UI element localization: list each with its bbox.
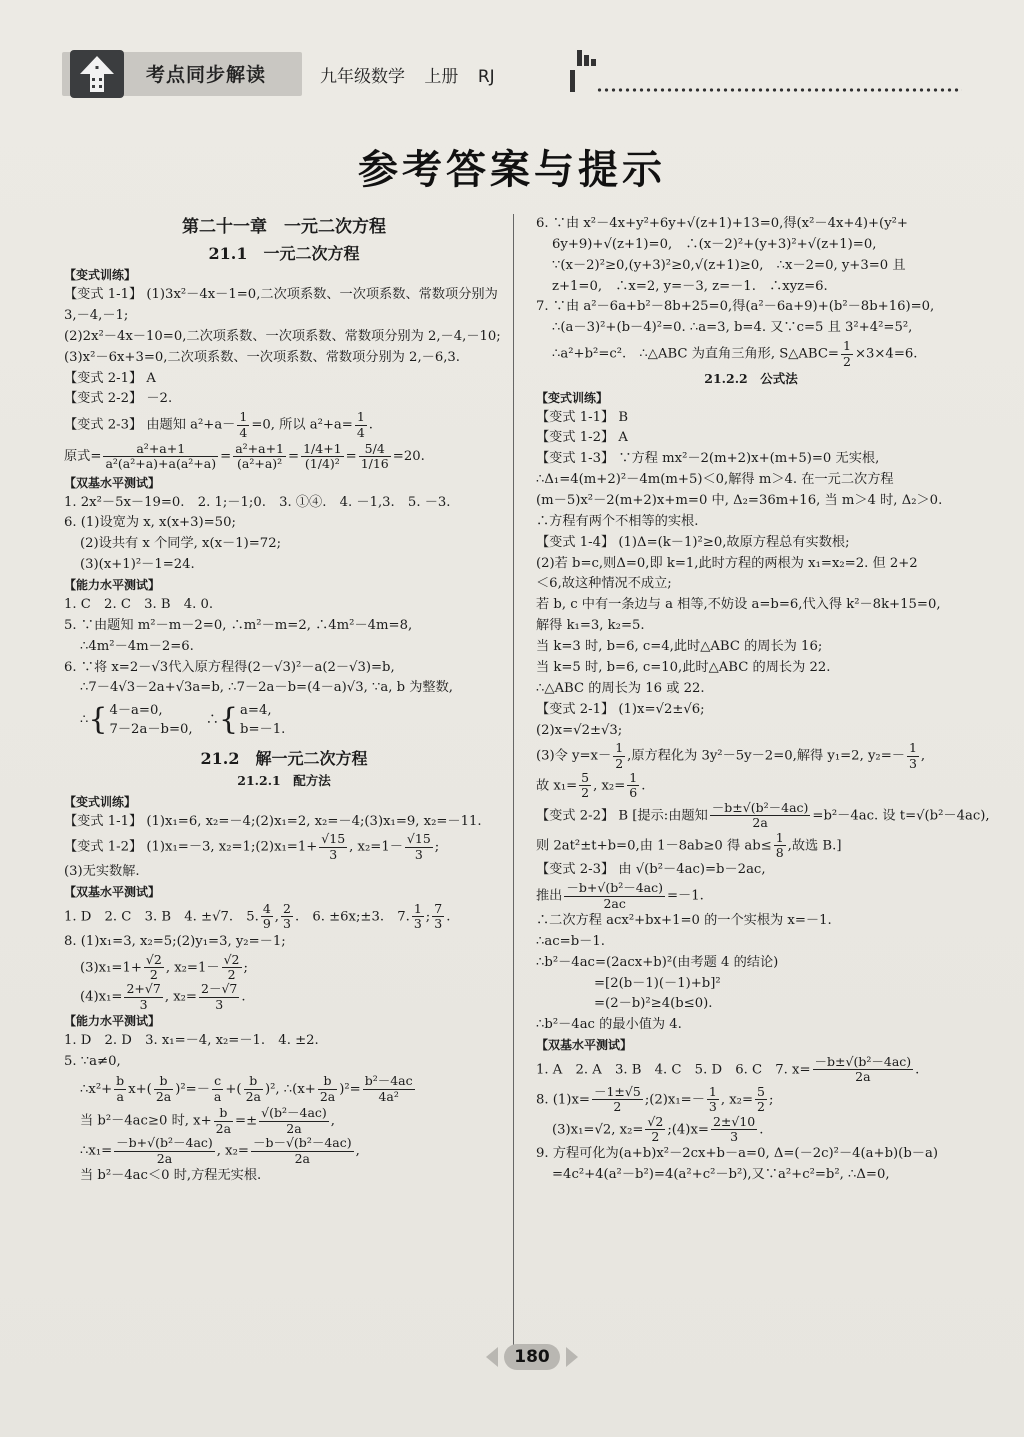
numerator: 1 bbox=[629, 770, 638, 786]
fraction bbox=[144, 953, 164, 983]
answer-line: ∴b²－4ac=(2acx+b)²(由考题 4 的结论) bbox=[536, 954, 779, 970]
numerator: a²+a+1 bbox=[103, 442, 218, 457]
answer-line: ∴△ABC 的周长为 16 或 22. bbox=[536, 680, 705, 696]
fraction bbox=[755, 1085, 767, 1115]
fraction bbox=[711, 1115, 757, 1145]
fraction bbox=[319, 832, 347, 862]
denominator: 4 bbox=[356, 424, 365, 440]
answer-line: ∴(a－3)²+(b－4)²=0. ∴a=3, b=4. 又∵c=5 且 3²+4²=5², bbox=[552, 320, 913, 336]
numerator: b²－4ac bbox=[364, 1073, 413, 1089]
section-heading: 21.1 一元二次方程 bbox=[208, 243, 360, 263]
denominator: 9 bbox=[262, 916, 271, 932]
fraction bbox=[813, 1055, 914, 1085]
denominator: 2 bbox=[227, 966, 236, 982]
text: ;(2)x₁=－ bbox=[644, 1092, 705, 1108]
answer-line: (4)x₁= $\frac{2+√7}{3}$ , x₂= $\frac{2-√7}{3}$ . bbox=[80, 981, 246, 1012]
text: ,原方程化为 3y²－5y－2=0,解得 y₁=2, y₂=－ bbox=[627, 748, 905, 764]
answer-line bbox=[536, 1115, 966, 1145]
text: . bbox=[915, 1062, 920, 1078]
fraction bbox=[841, 339, 853, 369]
denominator: 3 bbox=[908, 755, 917, 771]
fraction bbox=[774, 831, 786, 861]
answer-line: ∴方程有两个不相等的实根. bbox=[536, 513, 699, 529]
numerator: √15 bbox=[406, 831, 431, 847]
fraction bbox=[627, 771, 639, 801]
numerator: 1 bbox=[708, 1083, 717, 1099]
answer-line: ∴4m²－4m－2=6. bbox=[80, 638, 194, 654]
denominator: 4a² bbox=[378, 1088, 399, 1104]
text: =± bbox=[235, 1113, 258, 1129]
denominator: a²(a²+a)+a(a²+a) bbox=[105, 455, 217, 471]
text: , x₂= bbox=[720, 1092, 754, 1108]
numerator: √2 bbox=[223, 951, 240, 967]
block-label: 【双基水平测试】 bbox=[64, 475, 161, 490]
denominator: 3 bbox=[413, 916, 422, 932]
answer-line: 1. C 2. C 3. B 4. 0. bbox=[64, 596, 214, 612]
block-label: 【双基水平测试】 bbox=[64, 885, 161, 899]
answer-line: (2)设共有 x 个同学, x(x－1)=72; bbox=[80, 536, 282, 552]
block-label: 【能力水平测试】 bbox=[64, 1014, 161, 1029]
numerator: 7 bbox=[434, 900, 443, 916]
fraction bbox=[613, 741, 625, 771]
answer-line bbox=[64, 410, 504, 440]
numerator: b bbox=[154, 1074, 173, 1089]
section-heading: 21.2 解一元二次方程 bbox=[200, 748, 368, 768]
denominator: 2a bbox=[155, 1088, 172, 1104]
answer-line: 当 k=5 时, b=6, c=10,此时△ABC 的周长为 22. bbox=[536, 659, 831, 675]
answer-line: 3,－4,－1; bbox=[64, 307, 129, 323]
numerator: b bbox=[116, 1073, 125, 1089]
text: 当 b²－4ac≥0 时, x+ bbox=[80, 1113, 212, 1129]
text: , x₂=1－ bbox=[165, 959, 220, 975]
text: )²=－ bbox=[175, 1081, 210, 1097]
block-label: 【双基水平测试】 bbox=[536, 1038, 633, 1053]
numerator: 5/4 bbox=[359, 442, 391, 457]
fraction bbox=[363, 1074, 415, 1104]
answer-line bbox=[536, 799, 990, 831]
fraction bbox=[301, 442, 344, 472]
equation: b=－1. bbox=[240, 722, 286, 738]
page-number-badge bbox=[482, 1344, 582, 1370]
answer-line: 【变式 2-3】 由 √(b²－4ac)=b－2ac, bbox=[536, 862, 766, 878]
text: ; bbox=[768, 1092, 774, 1108]
text: ∴x₁= bbox=[80, 1143, 113, 1159]
answer-line: 7. ∵由 a²－6a+b²－8b+25=0,得(a²－6a+9)+(b²－8b+16)=0, bbox=[536, 299, 935, 315]
answer-line bbox=[536, 831, 966, 861]
answer-line: ∴x₁= $\frac{\text{－b+√(b²－4ac)}}{2a}$ , x₂= $\frac{\text{－b－√(b²－4ac)}}{2a}$ , bbox=[80, 1135, 360, 1166]
numerator: 1/4+1 bbox=[303, 440, 342, 456]
numerator: －1±√5 bbox=[593, 1083, 641, 1099]
answer-line: 【变式 1-4】 (1)Δ=(k－1)²≥0,故原方程总有实数根; bbox=[536, 534, 850, 550]
numerator: 2－√7 bbox=[201, 981, 238, 997]
answer-line: 【变式 2-2】 －2. bbox=[64, 391, 173, 407]
answer-line: 【变式 2-1】 A bbox=[64, 370, 156, 386]
denominator: 2a bbox=[215, 1120, 232, 1136]
answer-line: (2)2x²－4x－10=0,二次项系数、一次项系数、常数项分别为 2,－4,－10; bbox=[64, 328, 501, 344]
equation: 7－2a－b=0, bbox=[109, 722, 193, 738]
fraction bbox=[199, 982, 239, 1012]
numerator: 1 bbox=[239, 409, 248, 425]
text: x+( bbox=[128, 1081, 152, 1097]
text: ,故选 B.] bbox=[787, 837, 842, 853]
dotted-line bbox=[596, 88, 962, 92]
answer-line: 6. (1)设宽为 x, x(x+3)=50; bbox=[64, 515, 236, 531]
fraction bbox=[233, 442, 286, 472]
answer-line bbox=[536, 881, 966, 911]
block-label: 【变式训练】 bbox=[64, 794, 137, 809]
fraction bbox=[412, 902, 424, 932]
answer-line: =(2－b)²≥4(b≤0). bbox=[594, 996, 713, 1012]
text: 8. (1)x= bbox=[536, 1092, 590, 1108]
denominator: 2 bbox=[842, 353, 851, 369]
answer-line bbox=[536, 1055, 966, 1085]
numerator: √15 bbox=[321, 831, 346, 847]
answer-line: =4c²+4(a²－b²)=4(a²+c²－b²),又∵a²+c²=b², ∴Δ=0, bbox=[552, 1167, 890, 1183]
answer-line: 【变式 1-1】 (1)x₁=6, x₂=－4;(2)x₁=2, x₂=－4;(3)x₁=9, x₂=－11. bbox=[64, 813, 482, 829]
denominator: 3 bbox=[139, 996, 148, 1012]
answer-line: z+1=0, ∴x=2, y=－3, z=－1. ∴xyz=6. bbox=[552, 278, 828, 294]
numerator: √(b²－4ac) bbox=[261, 1105, 327, 1121]
answer-line: 【变式 1-1】 (1)3x²－4x－1=0,二次项系数、一次项系数、常数项分别为 bbox=[64, 287, 498, 303]
page-header bbox=[62, 50, 962, 102]
answer-line bbox=[64, 832, 504, 862]
text: (3)x₁=1+ bbox=[80, 959, 142, 975]
fraction bbox=[251, 1136, 354, 1166]
denominator: 2 bbox=[613, 1099, 622, 1115]
answer-line: (2)若 b=c,则Δ=0,即 k=1,此时方程的两根为 x₁=x₂=2. 但 2+2 bbox=[536, 555, 918, 571]
answer-line: 9. 方程可化为(a+b)x²－2cx+b－a=0, Δ=(－2c)²－4(a+b)(b－a) bbox=[536, 1146, 938, 1162]
answer-line: (3)(x+1)²－1=24. bbox=[80, 557, 195, 573]
numerator: 1 bbox=[356, 409, 365, 425]
fraction bbox=[592, 1085, 643, 1115]
grade-subject: 九年级数学 bbox=[320, 67, 405, 87]
numerator: 2±√10 bbox=[712, 1113, 756, 1129]
answer-line: ∴{ 4－a=0, 7－2a－b=0, ∴{ a=4, b=－1. bbox=[80, 702, 286, 738]
denominator: 3 bbox=[708, 1099, 717, 1115]
denominator: 2 bbox=[581, 785, 590, 801]
text: ∴a²+b²=c². ∴△ABC 为直角三角形, S△ABC= bbox=[552, 346, 839, 362]
denominator: 3 bbox=[414, 846, 423, 862]
answer-line: ∴Δ₁=4(m+2)²－4m(m+5)＜0,解得 m＞4. 在一元二次方程 bbox=[536, 472, 894, 488]
text: =0, 所以 a²+a= bbox=[251, 417, 353, 433]
answer-line: 5. ∵由题知 m²－m－2=0, ∴m²－m=2, ∴4m²－4m=8, bbox=[64, 617, 413, 633]
text: =20. bbox=[392, 448, 425, 464]
equation: a=4, bbox=[240, 703, 272, 719]
denominator: 2a bbox=[294, 1150, 310, 1166]
answer-line: 5. ∵a≠0, bbox=[64, 1053, 121, 1069]
denominator: (1/4)² bbox=[304, 455, 340, 471]
denominator: a bbox=[213, 1088, 222, 1104]
denominator: 2 bbox=[149, 966, 158, 982]
denominator: 2a bbox=[319, 1088, 336, 1104]
text: 1. D 2. C 3. B 4. ±√7. 5. bbox=[64, 909, 259, 925]
answer-line: ∵(x－2)²≥0,(y+3)²≥0,√(z+1)≥0, ∴x－2=0, y+3=0 且 bbox=[552, 257, 906, 273]
denominator: 2a bbox=[245, 1088, 261, 1104]
text: . 6. ±6x;±3. 7. bbox=[294, 909, 410, 925]
numerator: b bbox=[318, 1074, 337, 1089]
text: . bbox=[641, 778, 646, 794]
arrow-up-logo-icon bbox=[70, 50, 124, 98]
subsection-heading: 21.2.1 配方法 bbox=[237, 772, 331, 788]
answer-line: (m－5)x²－2(m+2)x+m=0 中, Δ₂=36m+16, 当 m＞4 时, Δ₂＞0. bbox=[536, 493, 943, 509]
answer-line: 8. (1)x₁=3, x₂=5;(2)y₁=3, y₂=－1; bbox=[64, 933, 286, 949]
denominator: (a²+a)² bbox=[237, 455, 283, 471]
fraction bbox=[259, 1106, 329, 1136]
fraction bbox=[405, 832, 433, 862]
numerator: 5 bbox=[581, 770, 590, 786]
numerator: 4 bbox=[262, 900, 271, 916]
answer-line bbox=[64, 1073, 504, 1107]
numerator: b bbox=[214, 1106, 233, 1121]
volume: 上册 bbox=[424, 67, 459, 87]
fraction bbox=[114, 1074, 126, 1104]
numerator: √2 bbox=[145, 951, 162, 967]
text: . bbox=[368, 417, 373, 433]
text: )², ∴(x+ bbox=[264, 1081, 316, 1097]
text: =－1. bbox=[667, 888, 704, 904]
book-info bbox=[320, 62, 509, 87]
block-label: 【变式训练】 bbox=[536, 390, 609, 405]
answer-line: 【变式 2-1】 (1)x=√2±√6; bbox=[536, 701, 705, 717]
text: 【变式 1-2】 (1)x₁=－3, x₂=1;(2)x₁=1+ bbox=[64, 839, 318, 855]
denominator: 4 bbox=[239, 424, 248, 440]
fraction bbox=[318, 1074, 337, 1104]
denominator: 2a bbox=[156, 1150, 173, 1166]
numerator: 2 bbox=[282, 900, 291, 916]
numerator: －b±√(b²－4ac) bbox=[814, 1054, 912, 1070]
answer-line: 当 k=3 时, b=6, c=4,此时△ABC 的周长为 16; bbox=[536, 639, 823, 655]
right-column bbox=[536, 214, 990, 1186]
denominator: 1/16 bbox=[360, 455, 389, 471]
edition: RJ bbox=[477, 67, 495, 87]
denominator: 3 bbox=[329, 846, 338, 862]
fraction bbox=[707, 1085, 719, 1115]
denominator: 2a bbox=[752, 815, 768, 831]
answer-line: =[2(b－1)(－1)+b]² bbox=[594, 975, 721, 991]
text: 故 x₁= bbox=[536, 778, 578, 794]
numerator: 2+√7 bbox=[126, 981, 161, 997]
fraction bbox=[214, 1106, 233, 1136]
fraction bbox=[359, 442, 391, 472]
answer-line: 6. ∵将 x=2－√3代入原方程得(2－√3)²－a(2－√3)=b, bbox=[64, 659, 395, 675]
denominator: 3 bbox=[730, 1128, 739, 1144]
answer-line: 6. ∵由 x²－4x+y²+6y+√(z+1)+13=0,得(x²－4x+4)+(y²+ bbox=[536, 216, 908, 231]
answer-line: 6y+9)+√(z+1)=0, ∴(x－2)²+(y+3)²+√(z+1)=0, bbox=[552, 236, 877, 252]
chevron-right-icon bbox=[566, 1347, 578, 1367]
numerator: －b－√(b²－4ac) bbox=[252, 1135, 352, 1151]
denominator: a bbox=[116, 1088, 124, 1104]
denominator: 6 bbox=[629, 785, 638, 801]
fraction bbox=[710, 801, 811, 831]
fraction bbox=[124, 982, 162, 1012]
text: , bbox=[920, 748, 926, 764]
text: 【变式 2-2】 B [提示:由题知 bbox=[536, 808, 708, 824]
text: ×3×4=6. bbox=[854, 346, 918, 362]
numerator: 1 bbox=[775, 829, 784, 845]
answer-line: (3)x²－6x+3=0,二次项系数、一次项系数、常数项分别为 2,－6,3. bbox=[64, 349, 460, 365]
numerator: 1 bbox=[413, 900, 422, 916]
denominator: 2 bbox=[651, 1128, 660, 1144]
fraction bbox=[244, 1074, 263, 1104]
equation: 4－a=0, bbox=[109, 703, 163, 719]
numerator: －b+√(b²－4ac) bbox=[116, 1135, 213, 1151]
text: 原式= bbox=[64, 448, 102, 464]
header-decoration bbox=[570, 66, 962, 92]
answer-line: 1. D 2. D 3. x₁=－4, x₂=－1. 4. ±2. bbox=[64, 1033, 319, 1049]
answer-line: (3)无实数解. bbox=[64, 864, 140, 880]
fraction bbox=[154, 1074, 173, 1104]
chapter-heading: 第二十一章 一元二次方程 bbox=[182, 217, 386, 237]
text: (3)令 y=x－ bbox=[536, 748, 612, 764]
fraction bbox=[261, 902, 273, 932]
denominator: 2 bbox=[615, 755, 624, 771]
text: +( bbox=[225, 1081, 242, 1097]
column-divider bbox=[513, 214, 514, 1354]
text: , x₂=1－ bbox=[349, 839, 403, 855]
text: )²= bbox=[339, 1081, 361, 1097]
fraction bbox=[103, 442, 218, 472]
page-title: 参考答案与提示 bbox=[358, 147, 666, 193]
text: (3)x₁=√2, x₂= bbox=[552, 1121, 644, 1137]
answer-line bbox=[536, 1085, 966, 1115]
answer-line bbox=[536, 741, 966, 771]
denominator: 8 bbox=[775, 844, 784, 860]
subsection-heading: 21.2.2 公式法 bbox=[704, 370, 798, 386]
block-label: 【变式训练】 bbox=[64, 268, 137, 283]
fraction bbox=[907, 741, 919, 771]
answer-line: 1. 2x²－5x－19=0. 2. 1;－1;0. 3. ①④. 4. －1,3. 5. －3. bbox=[64, 494, 451, 510]
denominator: 2 bbox=[757, 1099, 765, 1115]
fraction bbox=[564, 881, 665, 911]
text: , x₂= bbox=[216, 1143, 249, 1159]
fraction bbox=[281, 902, 293, 932]
answer-line: ∴二次方程 acx²+bx+1=0 的一个实根为 x=－1. bbox=[536, 912, 832, 928]
fraction bbox=[237, 410, 249, 440]
text: =b²－4ac. 设 t=√(b²－4ac), bbox=[812, 808, 990, 824]
answer-line: 原式= $\frac{\text{a²+a+1}}{\text{a²(a²+a)+a(a²+a)}}$ = $\frac{\text{a²+a+1}}{\text{(a²+a)²}}$ = $\frac{1/4+1}{\text{(1/4)²}}$ = $\frac{5/4}{1/16}$ =20. bbox=[64, 440, 425, 471]
answer-line: 【变式 1-1】 B bbox=[536, 409, 629, 425]
text: . bbox=[759, 1121, 764, 1137]
denominator: 3 bbox=[282, 916, 291, 932]
numerator: a²+a+1 bbox=[235, 440, 285, 456]
numerator: 5 bbox=[757, 1083, 765, 1099]
page-number: 180 bbox=[504, 1344, 560, 1370]
answer-line: (3)x₁=1+ $\frac{√2}{2}$ , x₂=1－ $\frac{√2}{2}$ ; bbox=[80, 951, 248, 982]
text: (4)x₁= bbox=[80, 989, 123, 1005]
fraction bbox=[432, 902, 444, 932]
numerator: 1 bbox=[842, 338, 851, 354]
answer-line: ＜6,故这种情况不成立; bbox=[536, 576, 672, 592]
book-title: 考点同步解读 bbox=[146, 64, 267, 86]
text: 1. A 2. A 3. B 4. C 5. D 6. C 7. x= bbox=[536, 1062, 811, 1078]
fraction bbox=[355, 410, 367, 440]
fraction bbox=[212, 1074, 223, 1104]
text: , x₂= bbox=[164, 989, 197, 1005]
text: ∴x²+ bbox=[80, 1081, 113, 1097]
text: , x₂= bbox=[593, 778, 626, 794]
numerator: c bbox=[212, 1074, 223, 1089]
text: 则 2at²±t+b=0,由 1－8ab≥0 得 ab≤ bbox=[536, 837, 772, 853]
text: 推出 bbox=[536, 888, 563, 904]
answer-line: 【变式 1-2】 A bbox=[536, 430, 628, 446]
answer-line: 当 b²－4ac＜0 时,方程无实根. bbox=[80, 1167, 262, 1183]
answer-line: ∴7－4√3－2a+√3a=b, ∴7－2a－b=(4－a)√3, ∵a, b 为整数, bbox=[80, 680, 454, 696]
answer-line: ∴b²－4ac 的最小值为 4. bbox=[536, 1017, 682, 1033]
text: ;(4)x= bbox=[667, 1121, 709, 1137]
answer-line: ∴ac=b－1. bbox=[536, 933, 605, 949]
text: ; bbox=[434, 839, 440, 855]
left-column bbox=[64, 214, 504, 1187]
answer-line bbox=[536, 339, 966, 369]
fraction bbox=[645, 1115, 665, 1145]
answer-line: 当 b²－4ac≥0 时, x+ $\frac{b}{2a}$ =± $\frac{\text{√(b²－4ac)}}{2a}$ , bbox=[80, 1105, 335, 1136]
numerator: √2 bbox=[647, 1113, 664, 1129]
denominator: 3 bbox=[215, 996, 224, 1012]
answer-line: 【变式 1-3】 ∵方程 mx²－2(m+2)x+(m+5)=0 无实根, bbox=[536, 451, 880, 467]
fraction bbox=[222, 953, 242, 983]
answer-line: 若 b, c 中有一条边与 a 相等,不妨设 a=b=6,代入得 k²－8k+15=0, bbox=[536, 597, 941, 613]
numerator: －b±√(b²－4ac) bbox=[711, 799, 809, 815]
answer-line: 解得 k₁=3, k₂=5. bbox=[536, 618, 645, 634]
answer-line: (2)x=√2±√3; bbox=[536, 722, 623, 738]
denominator: 2a bbox=[855, 1069, 871, 1085]
answer-line bbox=[536, 771, 966, 801]
denominator: 3 bbox=[434, 916, 443, 932]
denominator: 2a bbox=[286, 1120, 302, 1136]
numerator: 1 bbox=[615, 740, 624, 756]
chevron-left-icon bbox=[486, 1347, 498, 1367]
block-label: 【能力水平测试】 bbox=[64, 578, 161, 593]
answer-line: 1. D 2. C 3. B 4. ±√7. 5. $\frac{4}{9}$ , $\frac{2}{3}$ . 6. ±6x;±3. 7. $\frac{1}{3}$ ; $\frac{7}{3}$ . bbox=[64, 900, 451, 932]
denominator: 2ac bbox=[603, 895, 626, 911]
text: 【变式 2-3】 由题知 a²+a－ bbox=[64, 417, 236, 433]
numerator: 1 bbox=[908, 740, 917, 756]
fraction bbox=[114, 1136, 215, 1166]
numerator: －b+√(b²－4ac) bbox=[566, 880, 663, 896]
fraction bbox=[579, 771, 591, 801]
numerator: b bbox=[244, 1074, 263, 1089]
